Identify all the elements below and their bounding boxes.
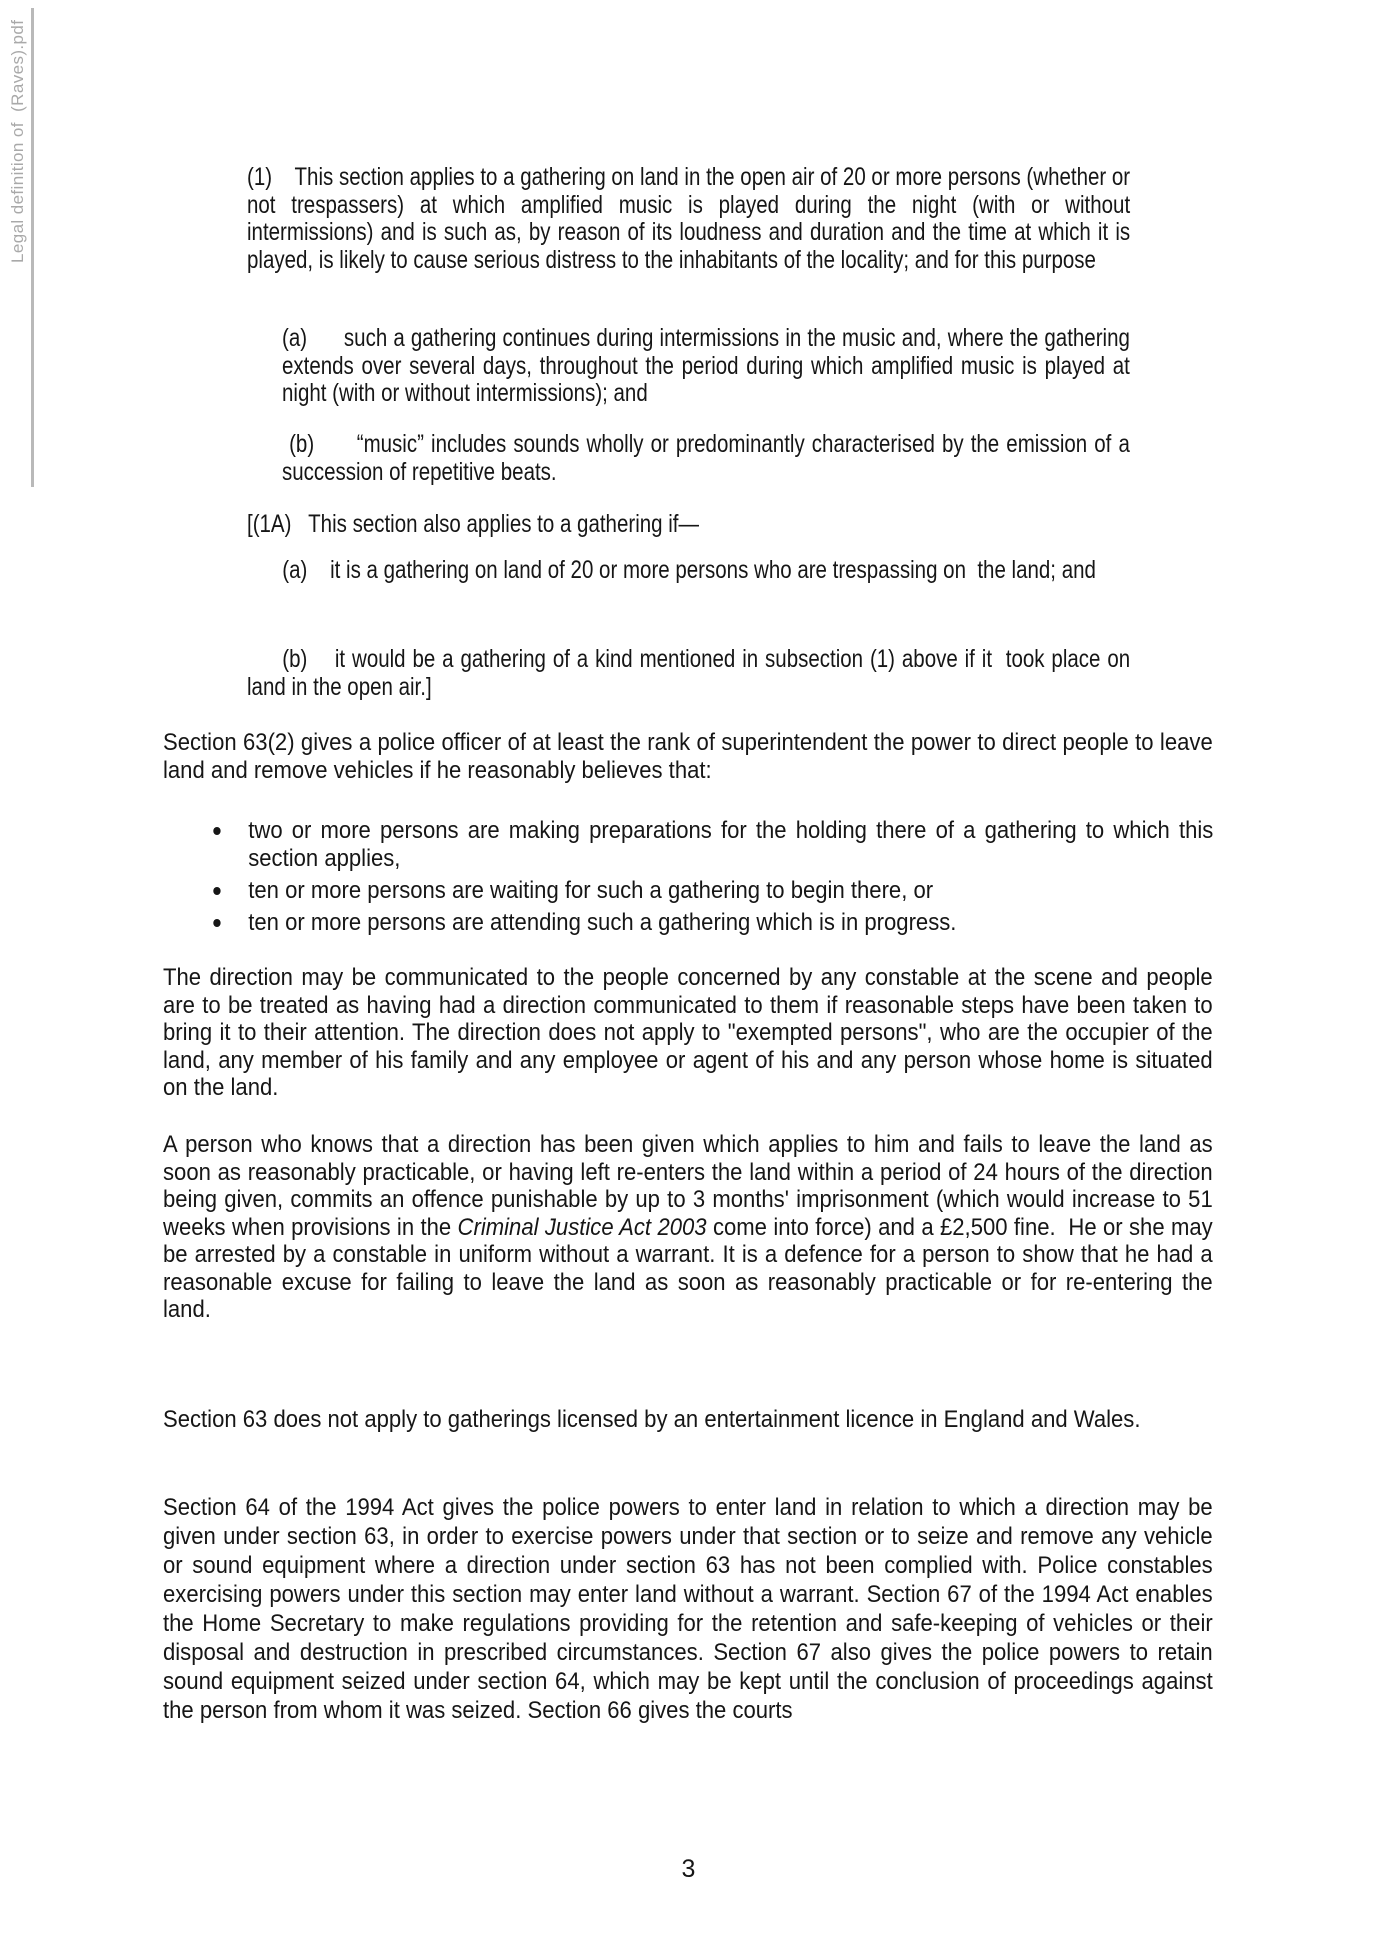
list-item: ten or more persons are waiting for such a gathering to begin there, or [205,877,1213,905]
paragraph-direction-communication: The direction may be communicated to the people concerned by any constable at the scene and people are to be treated as having had a direction communicated to them if reasonable steps have been taken to bring it to their attention. The direction does not apply to "exempted persons", who are the occupier of the land, any member of his family and any employee or agent of his and any person whose home is situated on the land. [163,964,1219,1101]
paragraph-licensed-gatherings: Section 63 does not apply to gatherings licensed by an entertainment licence in England and Wales. [163,1406,1141,1433]
conditions-bullet-list [205,817,1213,941]
paragraph-section-64-powers: Section 64 of the 1994 Act gives the police powers to enter land in relation to which a direction may be given under section 63, in order to exercise powers under that section or to seize and remove any vehicle or sound equipment where a direction under section 63 has not been complied with. Police constables exercising powers under this section may enter land without a warrant. Section 67 of the 1994 Act enables the Home Secretary to make regulations providing for the retention and safe-keeping of vehicles or their disposal and destruction in prescribed circumstances. Section 67 also gives the police powers to retain sound equipment seized under section 64, which may be kept until the conclusion of proceedings against the person from whom it was seized. Section 66 gives the courts [163,1494,1219,1724]
document-filename-label: Legal definition of (Raves).pdf [8,19,27,263]
italic-act-title: Criminal Justice Act 2003 [457,1213,707,1241]
statute-subsection-1A-a: (a) it is a gathering on land of 20 or more persons who are trespassing on the land; and [282,556,1096,584]
paragraph-section-63-2: Section 63(2) gives a police officer of at least the rank of superintendent the power to direct people to leave land and remove vehicles if he reasonably believes that: [163,729,1219,784]
paragraph-offence-penalties [163,1131,1219,1324]
statute-subsection-1A-b: (b) it would be a gathering of a kind mentioned in subsection (1) above if it took place on land in the open air.] [247,645,1136,701]
list-item: ten or more persons are attending such a gathering which is in progress. [205,909,1213,937]
statute-subsection-1: (1) This section applies to a gathering on land in the open air of 20 or more persons (whether or not trespassers) at which amplified music is played during the night (with or without intermissions) and is such as, by reason of its loudness and duration and the time at which it is played, is likely to cause serious distress to the inhabitants of the locality; and for this purpose [247,163,1136,274]
paragraph-text: A person who knows that a direction has been given which applies to him and fails to leave the land as soon as reasonably practicable, or having left re-enters the land within a period of 24 hours of the direction being given, commits an offence punishable by up to 3 months' imprisonment (which would increase to 51 weeks when provisions in the [163,1131,1219,1241]
list-item: two or more persons are making preparations for the holding there of a gathering to which this section applies, [205,817,1213,873]
sidebar-vertical-rule [31,8,34,487]
statute-subsection-1a: (a) such a gathering continues during intermissions in the music and, where the gathering extends over several days, throughout the period during which amplified music is played at night (with or without intermissions); and [282,324,1136,407]
page-number: 3 [681,1855,696,1883]
statute-subsection-1b: (b) “music” includes sounds wholly or predominantly characterised by the emission of a succession of repetitive beats. [282,430,1136,486]
statute-subsection-1A: [(1A) This section also applies to a gathering if— [247,510,699,538]
paragraph-text: come into force) and a £2,500 fine. He or she may be arrested by a constable in uniform without a warrant. It is a defence for a person to show that he had a reasonable excuse for failing to leave the land as soon as reasonably practicable or for re-entering the land. [163,1213,1219,1323]
